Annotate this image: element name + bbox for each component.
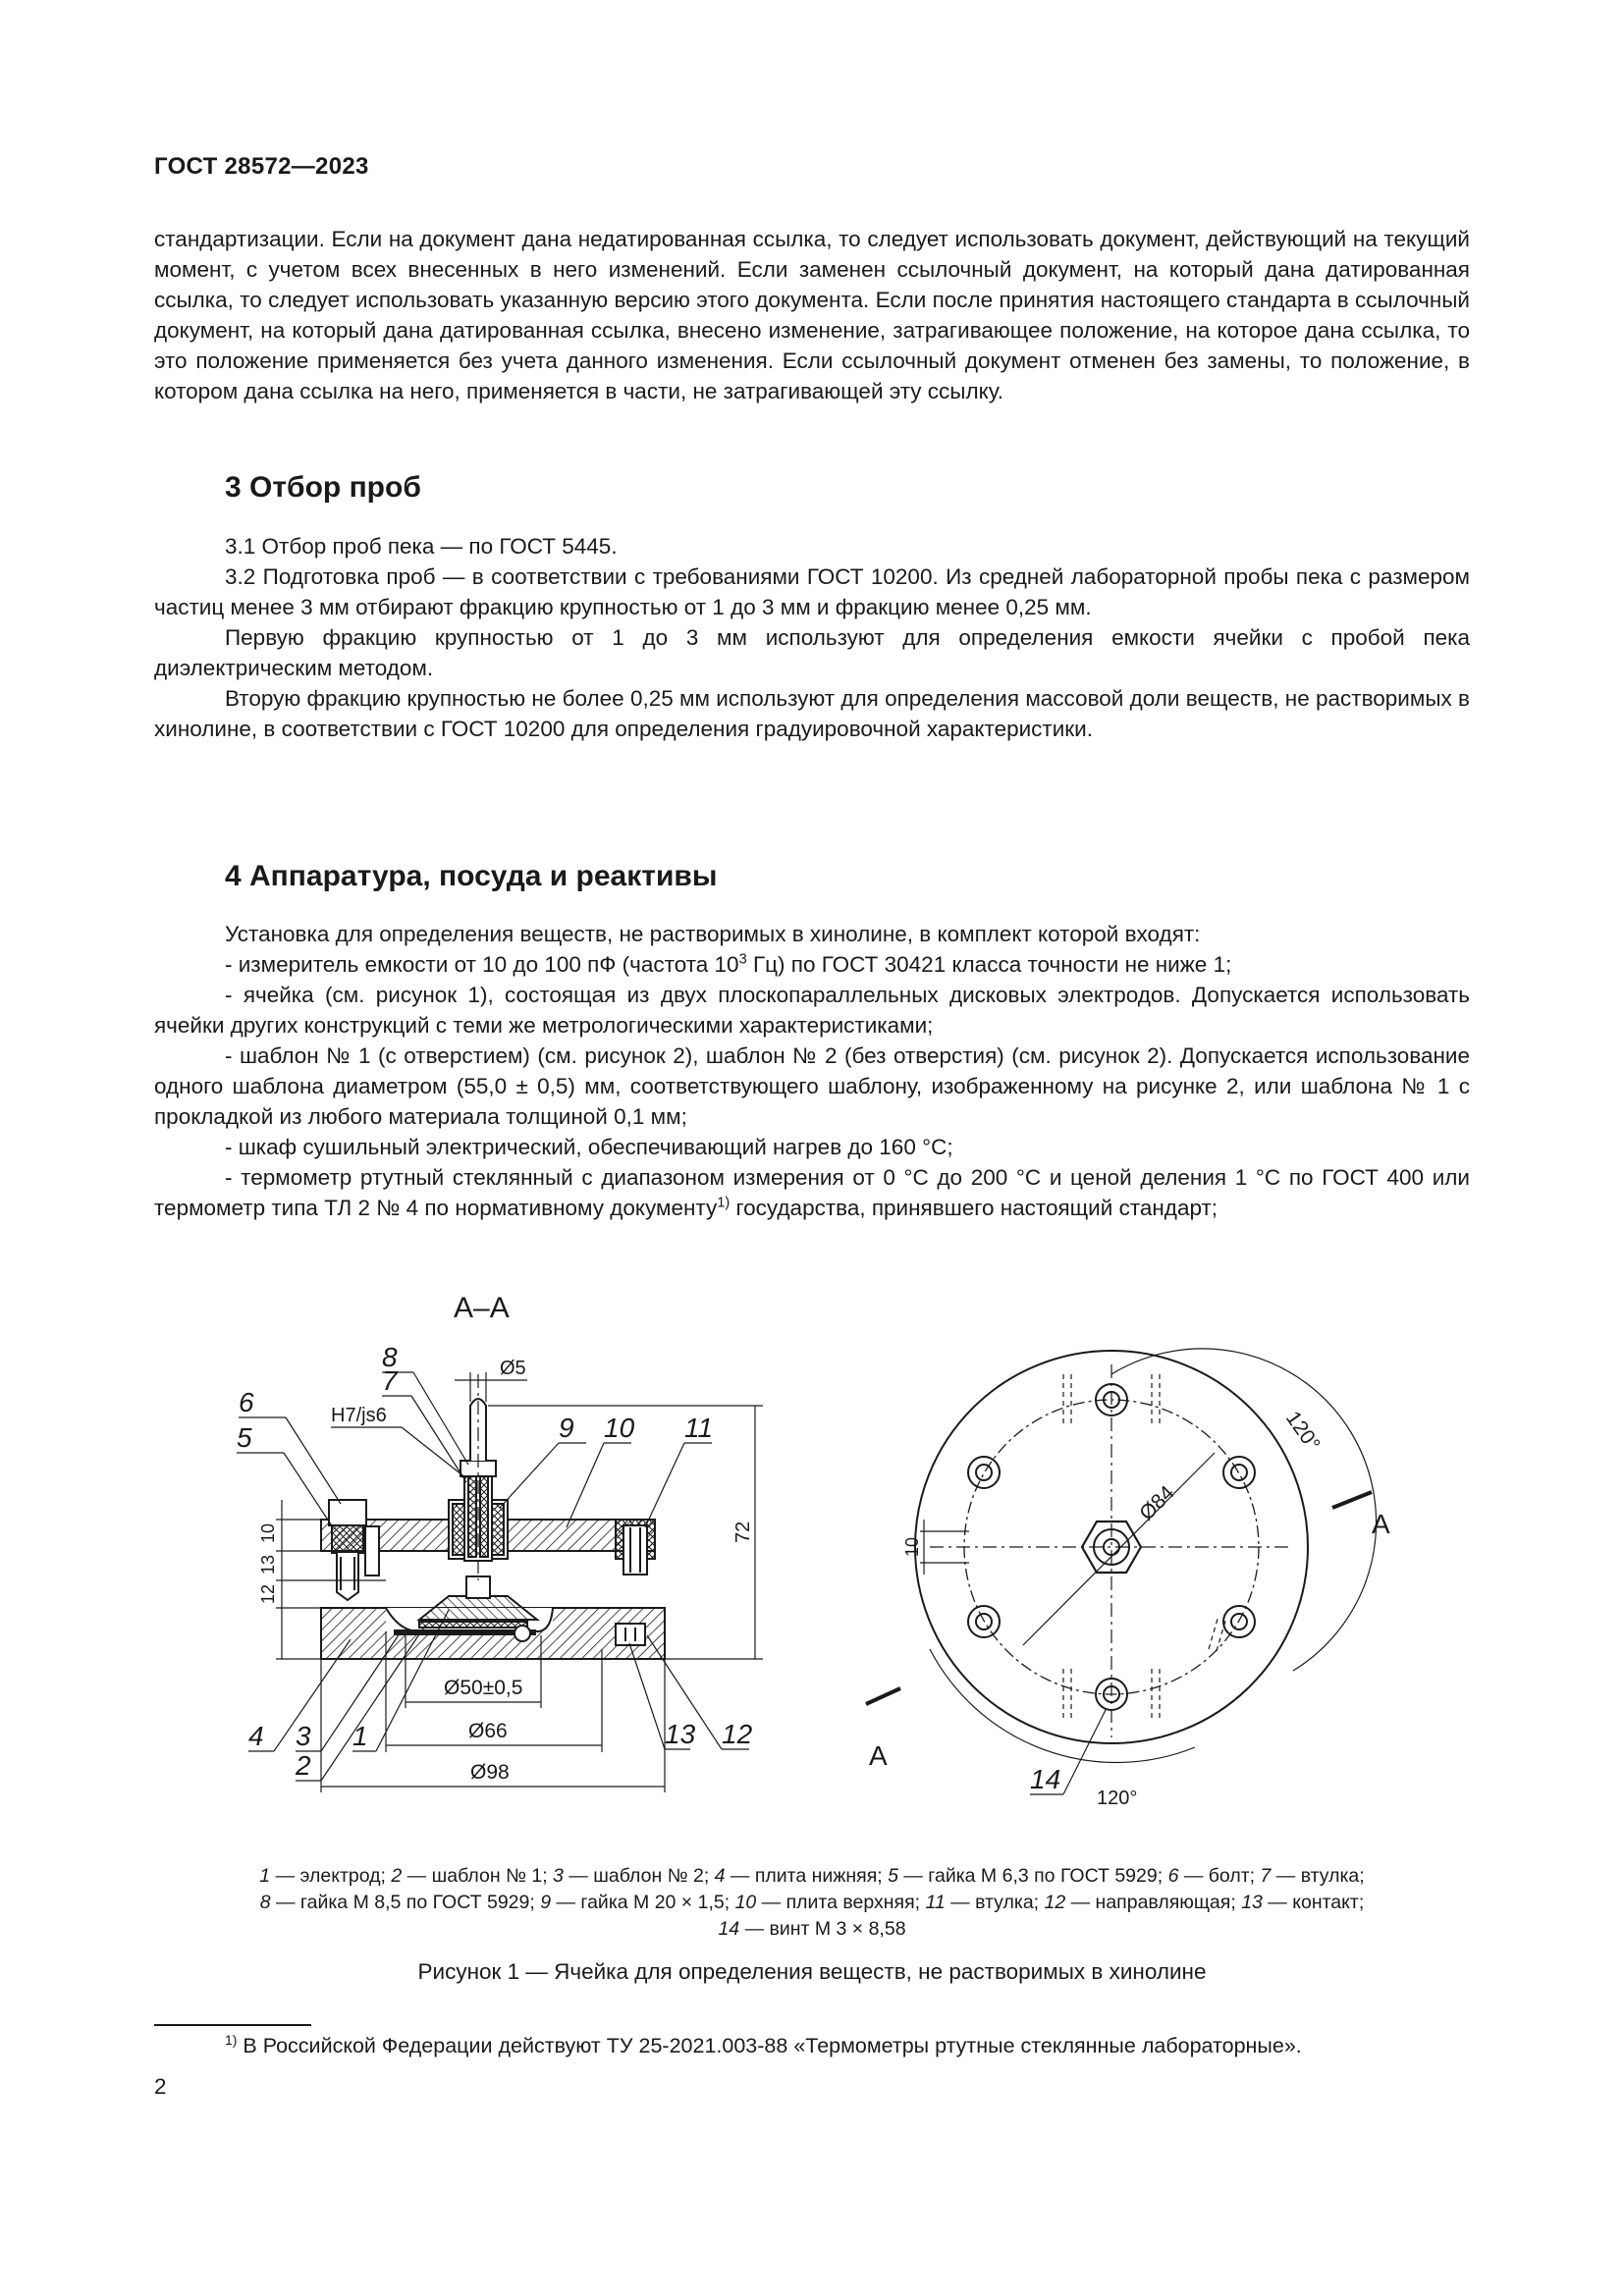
legend-line-3: 14 — винт М 3 × 8,58: [718, 1918, 906, 1940]
svg-text:12: 12: [258, 1583, 278, 1604]
svg-text:10: 10: [902, 1536, 922, 1557]
callout-14: 14: [1030, 1764, 1061, 1794]
bolt-head: [329, 1500, 366, 1525]
svg-text:А: А: [869, 1740, 888, 1771]
callout-12: 12: [722, 1719, 753, 1749]
svg-text:Ø84: Ø84: [1135, 1481, 1179, 1525]
section-view: [237, 1292, 763, 1792]
para-3-3: Первую фракцию крупностью от 1 до 3 мм используют для определения емкости ячейки с пробой пека диэлектрическим методом.: [154, 625, 1470, 680]
list-item-cell: - ячейка (см. рисунок 1), состоящая из двух плоскопараллельных дисковых электродов. Допускается использовать ячейки других конструкций с теми же метрологическими характеристиками;: [154, 983, 1470, 1038]
intro-paragraph: стандартизации. Если на документ дана недатированная ссылка, то следует использовать документ, действующий на текущий момент, с учетом всех внесенных в него изменений. Если заменен ссылочный документ, на который дана датированная ссылка, то следует использовать указанную версию этого документа. Если после принятия настоящего стандарта в ссылочный документ, на который дана датированная ссылка, внесено изменение, затрагивающее положение, на которое дана ссылка, то это положение применяется без учета данного изменения. Если ссылочный документ отменен без замены, то положение, в котором дана ссылка на него, применяется в части, не затрагивающей эту ссылку.: [154, 227, 1470, 403]
svg-text:H7/js6: H7/js6: [331, 1405, 387, 1426]
top-view: [866, 1349, 1390, 1809]
document-code: ГОСТ 28572—2023: [154, 153, 369, 180]
para-3-2: 3.2 Подготовка проб — в соответствии с требованиями ГОСТ 10200. Из средней лабораторной пробы пека с размером частиц менее 3 мм отбирают фракцию крупностью от 1 до 3 мм и фракцию менее 0,25 мм.: [154, 564, 1470, 619]
footnote-divider: [154, 2024, 311, 2026]
svg-text:Ø98: Ø98: [470, 1761, 510, 1784]
legend-line-2: 8 — гайка М 8,5 по ГОСТ 5929; 9 — гайка М 20 × 1,5; 10 — плита верхняя; 11 — втулка; 12 — направляющая; 13 — контакт;: [259, 1892, 1365, 1913]
callout-8: 8: [382, 1342, 398, 1372]
bottom-electrode: [419, 1596, 537, 1620]
svg-text:А: А: [1372, 1509, 1390, 1539]
contact: [616, 1624, 645, 1645]
svg-text:13: 13: [258, 1554, 278, 1575]
para-4-intro: Установка для определения веществ, не растворимых в хинолине, в комплект которой входят:: [225, 922, 1201, 946]
svg-text:Ø5: Ø5: [500, 1358, 526, 1379]
figure-1-drawing: [154, 1286, 1470, 1836]
callout-2: 2: [296, 1750, 311, 1781]
callout-3: 3: [296, 1721, 311, 1751]
figure-caption: Рисунок 1 — Ячейка для определения веществ, не растворимых в хинолине: [417, 1959, 1207, 1984]
callout-4: 4: [248, 1721, 264, 1751]
list-item-drying-cabinet: - шкаф сушильный электрический, обеспечивающий нагрев до 160 °C;: [225, 1135, 953, 1159]
callout-1: 1: [352, 1721, 368, 1751]
section-4-heading: 4 Аппаратура, посуда и реактивы: [225, 860, 718, 892]
svg-text:120°: 120°: [1097, 1788, 1138, 1809]
callout-7: 7: [382, 1365, 398, 1396]
list-item-thermometer: - термометр ртутный стеклянный с диапазоном измерения от 0 °C до 200 °C и ценой деления 1 °C по ГОСТ 400 или термометр типа ТЛ 2 № 4 по нормативному документу$^{1)}$ государства, принявшего настоящий стандарт;: [154, 1165, 1470, 1220]
callout-9: 9: [559, 1413, 574, 1443]
figure-legend: [154, 1863, 1470, 1943]
svg-text:10: 10: [258, 1522, 278, 1543]
section-3-body: [154, 531, 1470, 744]
list-item-capacitance-meter: - измеритель емкости от 10 до 100 пФ (частота $10^3$ Гц) по ГОСТ 30421 класса точности не ниже 1;: [225, 951, 1232, 977]
callout-13: 13: [665, 1719, 696, 1749]
callout-10: 10: [604, 1413, 635, 1443]
section-label: А–А: [454, 1292, 510, 1324]
para-3-1: 3.1 Отбор проб пека — по ГОСТ 5445.: [225, 534, 618, 559]
cell-technical-drawing: [154, 1286, 1470, 1836]
section-3-heading: 3 Отбор проб: [225, 471, 421, 504]
list-item-template: - шаблон № 1 (с отверстием) (см. рисунок 2), шаблон № 2 (без отверстия) (см. рисунок 2). Допускается использование одного шаблона диаметром (55,0 ± 0,5) мм, соответствующего шаблону, изображенному на рисунке 2, или шаблона № 1 с прокладкой из любого материала толщиной 0,1 мм;: [154, 1043, 1470, 1129]
para-3-4: Вторую фракцию крупностью не более 0,25 мм используют для определения массовой доли веществ, не растворимых в хинолине, в соответствии с ГОСТ 10200 для определения градуировочной характеристики.: [154, 686, 1470, 741]
svg-text:Ø50±0,5: Ø50±0,5: [444, 1677, 523, 1699]
legend-line-1: 1 — электрод; 2 — шаблон № 1; 3 — шаблон № 2; 4 — плита нижняя; 5 — гайка М 6,3 по ГОСТ 5929; 6 — болт; 7 — втулка;: [259, 1865, 1365, 1887]
footnote: $^{1)}$ В Российской Федерации действуют ТУ 25-2021.003-88 «Термометры ртутные стеклянные лабораторные».: [225, 2031, 1302, 2057]
section-4-body: [154, 919, 1470, 1223]
svg-text:72: 72: [732, 1521, 754, 1543]
svg-text:120°: 120°: [1280, 1407, 1325, 1456]
callout-11: 11: [684, 1413, 714, 1443]
callout-6: 6: [239, 1387, 254, 1417]
svg-text:Ø66: Ø66: [468, 1720, 508, 1742]
page-number: 2: [154, 2074, 167, 2099]
callout-5: 5: [237, 1422, 252, 1453]
template-1: [419, 1622, 527, 1628]
